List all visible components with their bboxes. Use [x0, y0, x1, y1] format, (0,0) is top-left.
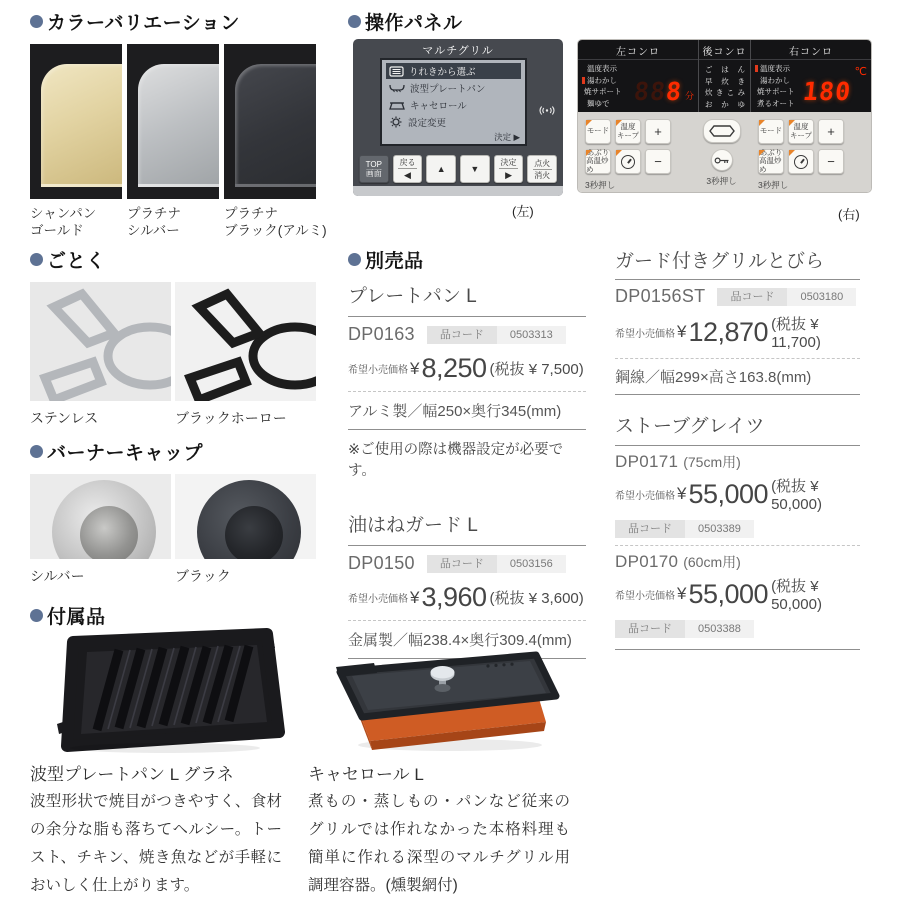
hold-3s-label: 3秒押し	[585, 180, 616, 190]
price-label: 希望小売価格	[615, 328, 675, 340]
left-control-panel-photo	[353, 39, 563, 196]
right-control-panel-photo	[578, 40, 871, 192]
tax-excluded-price: (税抜 ¥ 7,500)	[489, 361, 584, 378]
section-burner-cap	[30, 438, 330, 586]
arrow-left-icon: ◀	[404, 170, 411, 180]
product-spec: 金属製／幅238.4×奥行309.4(mm)	[348, 632, 572, 649]
mode-label: 早炊き	[705, 76, 745, 86]
tax-excluded-price: (税抜 ¥ 50,000)	[771, 578, 822, 613]
timer-icon	[621, 155, 635, 169]
led-unit: 分	[684, 91, 694, 101]
timer-icon	[794, 155, 808, 169]
lock-key-button	[711, 149, 733, 171]
lcd-menu-label: 波型プレートパン	[410, 84, 486, 95]
minus-button	[645, 149, 671, 174]
arrow-right-icon: ▶	[513, 132, 520, 142]
section-title: 操作パネル	[365, 13, 463, 34]
burner-cap-label: ブラック	[175, 568, 231, 584]
mode-label: 焼サポート	[757, 87, 795, 96]
swatch-photo	[224, 44, 316, 199]
price-label: 希望小売価格	[615, 490, 675, 502]
led-value: 8	[664, 77, 684, 106]
mode-label: 炊きこみ	[705, 88, 745, 97]
price-amount: 8,250	[421, 353, 487, 383]
product-name: プレートパン L	[348, 286, 477, 307]
bullet-icon	[30, 15, 43, 28]
burner-name: 右コンロ	[751, 41, 871, 60]
swatch-photo	[127, 44, 219, 199]
mode-label: 焼サポート	[584, 87, 622, 96]
mode-label: おかゆ	[705, 99, 745, 109]
product-code-chip: 品コード 0503156	[427, 555, 566, 573]
trivet-label: ステンレス	[30, 410, 99, 426]
product-code-chip: 品コード 0503180	[717, 288, 856, 306]
burner-name: 後コンロ	[699, 41, 750, 60]
sear-button: あぶり 高温炒め	[586, 147, 610, 174]
product-code-chip: 品コード 0503389	[615, 520, 754, 538]
section-title: バーナーキャップ	[47, 443, 204, 464]
plus-icon: +	[827, 124, 835, 139]
trivet-stainless	[30, 282, 171, 428]
swatch-champagne-gold	[30, 44, 122, 239]
right-panel-caption: (右)	[838, 207, 860, 222]
casserole-icon	[389, 100, 405, 111]
section-header	[30, 8, 330, 35]
lcd-menu-label: りれきから選ぶ	[409, 67, 476, 78]
temp-keep-button: 温度 キープ	[615, 119, 641, 144]
mode-label: ごはん	[705, 65, 745, 74]
timer-button	[615, 149, 641, 174]
tax-excluded-price: (税抜 ¥ 3,600)	[489, 590, 584, 607]
section-title: ごとく	[47, 251, 106, 272]
currency-symbol: ¥	[677, 584, 687, 603]
mode-label: 煮るオート	[757, 98, 795, 108]
accessory-name: 波型プレートパン L グラネ	[30, 765, 234, 784]
section-header	[348, 246, 586, 273]
timer-button	[788, 149, 814, 174]
product-spec: アルミ製／幅250×奥行345(mm)	[348, 403, 562, 420]
mode-label: 湯わかし	[760, 75, 790, 85]
section-optional-items	[348, 246, 586, 659]
mode-label: 温度表示	[760, 64, 790, 73]
section-header	[348, 8, 893, 35]
product-name: ストーブグレイツ	[615, 416, 765, 437]
rice-pot-icon	[709, 124, 735, 138]
section-right-column	[615, 246, 860, 650]
swatch-platinum-black	[224, 44, 327, 239]
minus-icon: −	[654, 154, 662, 169]
lcd-menu-item	[386, 97, 521, 113]
top-screen-button: TOP 画面	[359, 155, 389, 183]
currency-symbol: ¥	[410, 587, 420, 607]
ignite-extinguish-button: 点火 消火	[527, 155, 557, 183]
accessory-description: 波型形状で焼目がつきやすく、食材の余分な脂も落ちてヘルシー。トースト、チキン、焼き魚などが手軽においしく仕上がります。	[30, 793, 282, 894]
section-title: カラーバリエーション	[47, 13, 240, 34]
casserole-image	[310, 624, 562, 754]
multigrill-label: マルチグリル	[422, 45, 494, 57]
lcd-menu-label: 設定変更	[408, 118, 447, 129]
wave-plate-pan-photo	[35, 620, 285, 754]
down-button	[460, 155, 490, 183]
lcd-menu-item	[386, 114, 521, 130]
burner-cap-photo	[30, 474, 171, 559]
left-panel-caption: (左)	[512, 204, 534, 219]
burner-cap-label: シルバー	[30, 568, 85, 584]
arrow-up-icon: ▲	[436, 164, 446, 174]
plate-pan-icon	[389, 83, 405, 93]
product-size: (60cm用)	[683, 554, 741, 570]
hold-3s-label: 3秒押し	[706, 176, 737, 186]
burner-cap-silver	[30, 474, 171, 586]
decide-button: 決定 ▶	[494, 155, 524, 183]
product-code-chip: 品コード 0503313	[427, 326, 566, 344]
key-icon	[714, 156, 730, 165]
mode-label: 麺ゆで	[587, 98, 610, 108]
bullet-icon	[348, 15, 361, 28]
section-title: 付属品	[47, 607, 106, 628]
section-accessories	[30, 602, 600, 900]
active-indicator	[755, 65, 758, 72]
section-color-variation	[30, 8, 330, 239]
minus-button	[818, 149, 844, 174]
tax-excluded-price: (税抜 ¥ 50,000)	[771, 478, 822, 513]
mode-button: モード	[758, 119, 784, 144]
lcd-menu-item	[386, 63, 521, 79]
panel-button-row	[359, 155, 557, 183]
usage-note: ※ご使用の際は機器設定が必要です。	[348, 442, 564, 479]
trivet-label: ブラックホーロー	[175, 410, 287, 426]
accessory-name: キャセロール L	[308, 765, 424, 784]
bullet-icon	[30, 253, 43, 266]
plus-button	[818, 119, 844, 144]
product-model: DP0171	[615, 452, 679, 471]
bullet-icon	[348, 253, 361, 266]
burner-cap-photo	[175, 474, 316, 559]
product-model: DP0150	[348, 553, 415, 573]
product-model: DP0163	[348, 324, 415, 344]
arrow-right-icon: ▶	[505, 170, 512, 180]
currency-symbol: ¥	[677, 322, 687, 341]
price-amount: 3,960	[421, 582, 487, 612]
bullet-icon	[30, 445, 43, 458]
accessory-description: 煮もの・蒸しもの・パンなど従来のグリルでは作れなかった本格料理も簡単に作れる深型のマルチグリル用調理容器。(燻製網付)	[308, 793, 570, 894]
section-operation-panel	[348, 8, 893, 223]
swatch-label: プラチナ	[224, 206, 278, 221]
lcd-menu-item	[386, 80, 521, 96]
price-label: 希望小売価格	[615, 590, 675, 602]
led-display-right	[792, 63, 869, 109]
wave-plate-pan-image	[35, 620, 285, 754]
section-gotoku	[30, 246, 330, 428]
temp-keep-button: 温度 キープ	[788, 119, 814, 144]
rear-burner-column	[698, 40, 751, 112]
swatch-label: ブラック(アルミ)	[224, 223, 327, 238]
product-model: DP0170	[615, 552, 679, 571]
trivet-black-enamel	[175, 282, 316, 428]
back-button: 戻る ◀	[393, 155, 423, 183]
led-value: 180	[802, 77, 854, 106]
product-code: 0503156	[497, 555, 566, 573]
arrow-down-icon: ▼	[470, 164, 480, 174]
led-unit: ℃	[854, 66, 867, 78]
mode-button: モード	[585, 119, 611, 144]
hold-3s-label: 3秒押し	[758, 180, 789, 190]
led-display-left: 88 8 分	[632, 77, 694, 106]
swatch-label: プラチナ	[127, 206, 181, 221]
trivet-shape	[175, 282, 316, 401]
tax-excluded-price: (税抜 ¥ 11,700)	[771, 316, 821, 351]
trivet-shape	[30, 282, 171, 401]
product-code: 0503388	[685, 620, 754, 638]
product-model: DP0156ST	[615, 286, 706, 306]
plus-button	[645, 119, 671, 144]
rice-pot-button	[703, 119, 741, 143]
product-code-chip: 品コード 0503388	[615, 620, 754, 638]
history-icon	[389, 66, 404, 77]
plus-icon: +	[654, 124, 662, 139]
product-code: 0503313	[497, 326, 566, 344]
section-title: 別売品	[365, 251, 424, 272]
swatch-label: ゴールド	[30, 223, 84, 238]
mode-label: 温度表示	[587, 64, 617, 73]
section-header	[30, 438, 330, 465]
price-amount: 55,000	[688, 578, 769, 609]
currency-symbol: ¥	[677, 484, 687, 503]
swatch-label: シャンパン	[30, 206, 97, 221]
price-amount: 55,000	[688, 478, 769, 509]
product-spec: 鋼線／幅299×高さ163.8(mm)	[615, 369, 812, 386]
burner-cap-black	[175, 474, 316, 586]
product-name: ガード付きグリルとびら	[615, 251, 825, 272]
section-header	[30, 246, 330, 273]
active-indicator	[582, 77, 585, 84]
product-name: 油はねガード L	[348, 515, 478, 536]
swatch-platinum-silver	[127, 44, 219, 239]
trivet-photo	[175, 282, 316, 401]
price-label: 希望小売価格	[348, 594, 408, 605]
lcd-menu-label: キャセロール	[410, 101, 467, 112]
price-amount: 12,870	[688, 316, 769, 347]
product-code: 0503389	[685, 520, 754, 538]
price-label: 希望小売価格	[348, 365, 408, 376]
wireless-icon	[539, 105, 555, 116]
product-code: 0503180	[787, 288, 856, 306]
currency-symbol: ¥	[410, 358, 420, 378]
sear-button: あぶり 高温炒め	[759, 147, 783, 174]
mode-label: 湯わかし	[587, 75, 617, 85]
casserole-photo	[310, 624, 562, 754]
right-burner-column	[751, 40, 871, 112]
lcd-screen	[380, 58, 527, 146]
settings-gear-icon	[389, 116, 403, 128]
product-size: (75cm用)	[683, 454, 741, 470]
swatch-photo	[30, 44, 122, 199]
burner-name: 左コンロ	[578, 41, 698, 60]
color-swatches	[30, 44, 330, 239]
swatch-label: シルバー	[127, 223, 180, 238]
minus-icon: −	[827, 154, 835, 169]
trivet-photo	[30, 282, 171, 401]
up-button	[426, 155, 456, 183]
left-burner-column	[578, 40, 698, 112]
lcd-decide-hint: 決定 ▶	[494, 132, 520, 142]
